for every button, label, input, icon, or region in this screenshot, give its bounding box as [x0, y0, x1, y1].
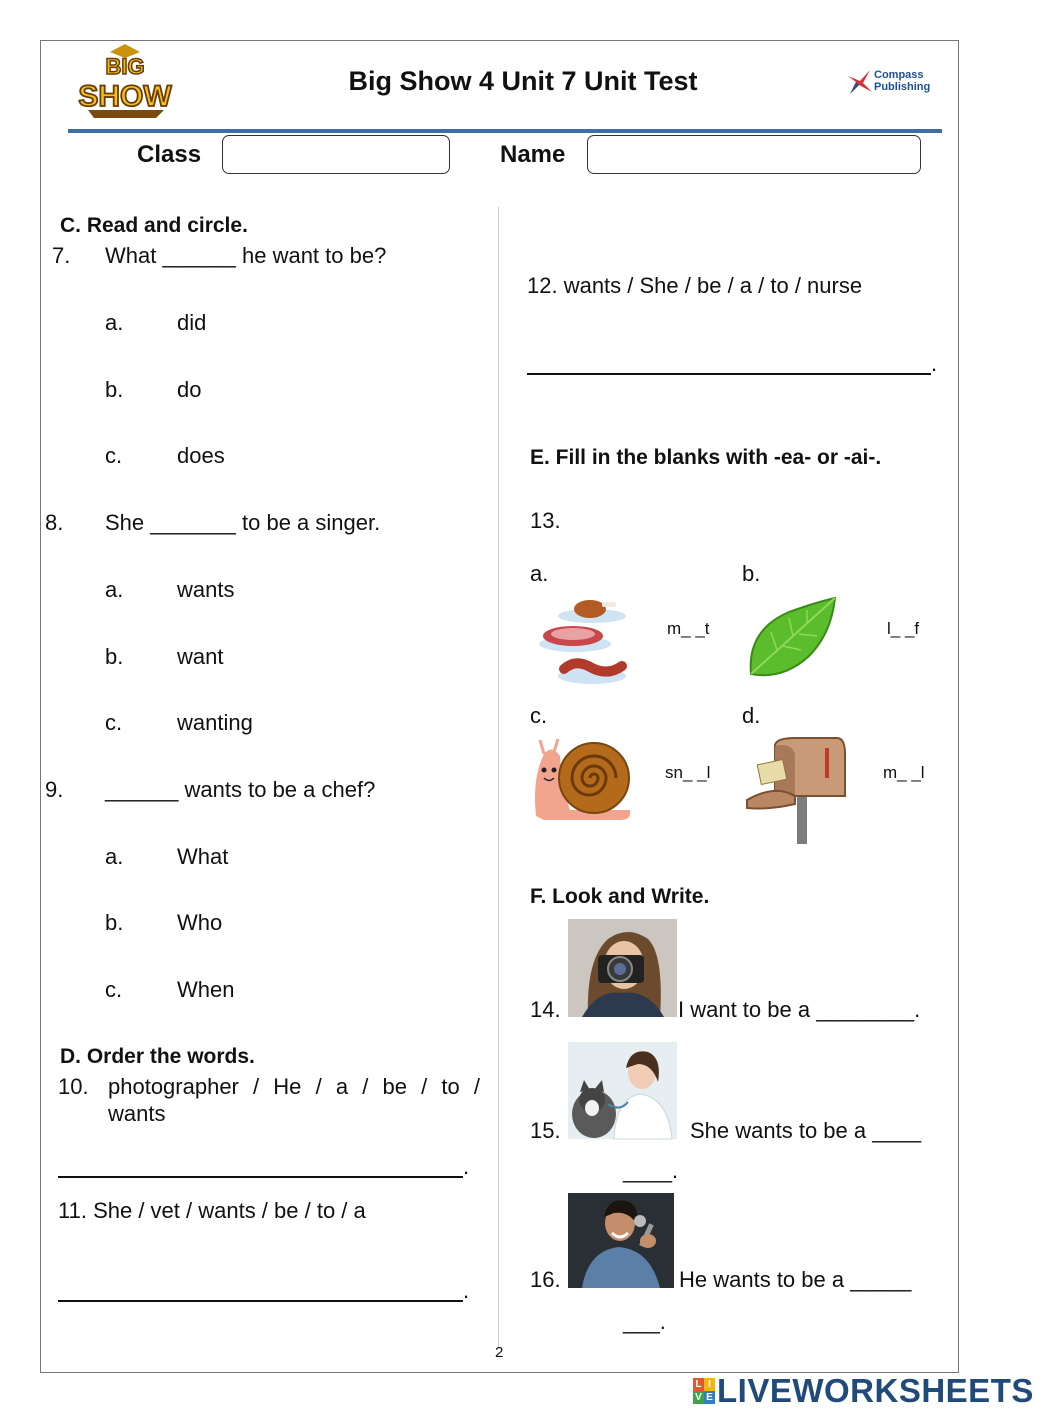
column-divider [498, 207, 499, 1347]
logo-text-big: BIG [105, 54, 145, 79]
badge-letter: V [693, 1391, 704, 1404]
mailbox-picture [745, 738, 849, 844]
e-item-b-letter: b. [742, 561, 761, 586]
question-10-words [108, 1074, 480, 1100]
q9-option-b-letter: b. [105, 910, 124, 935]
q10-slash: / [473, 1074, 480, 1099]
meat-picture [530, 596, 632, 688]
q10-slash: / [421, 1074, 428, 1099]
publisher-name-1: Compass [874, 69, 924, 81]
q10-slash: / [362, 1074, 369, 1099]
class-label: Class [137, 141, 202, 168]
publisher-name-2: Publishing [874, 81, 931, 93]
q10-slash: / [253, 1074, 260, 1099]
q8-option-b[interactable]: want [177, 644, 224, 669]
section-d-heading: D. Order the words. [60, 1045, 255, 1068]
class-field[interactable] [222, 135, 450, 174]
compass-publishing-logo [846, 68, 946, 98]
question-11-text: 11. She / vet / wants / be / to / a [58, 1198, 366, 1223]
badge-letter: I [704, 1378, 715, 1391]
q12-answer-line[interactable] [527, 373, 931, 375]
q11-answer-line[interactable] [58, 1300, 463, 1302]
page-number: 2 [495, 1344, 504, 1361]
question-8-number: 8. [45, 510, 64, 535]
q9-option-a[interactable]: What [177, 844, 229, 869]
q7-option-c-letter: c. [105, 443, 123, 468]
question-16-number: 16. [530, 1267, 561, 1292]
q10-answer-line[interactable] [58, 1176, 463, 1178]
question-16-continued[interactable]: ___. [623, 1309, 666, 1334]
q8-option-c[interactable]: wanting [177, 710, 253, 735]
page-frame [40, 40, 959, 1373]
q10-period: . [463, 1154, 470, 1179]
question-12-text: 12. wants / She / be / a / to / nurse [527, 273, 863, 298]
vet-photo [568, 1042, 677, 1139]
name-field[interactable] [587, 135, 921, 174]
page-title: Big Show 4 Unit 7 Unit Test [348, 66, 698, 96]
section-e-heading: E. Fill in the blanks with -ea- or -ai-. [530, 446, 882, 469]
q9-option-a-letter: a. [105, 844, 124, 869]
question-8-text: She _______ to be a singer. [105, 510, 381, 535]
q10-slash: / [315, 1074, 322, 1099]
q9-option-c[interactable]: When [177, 977, 235, 1002]
leaf-picture [747, 594, 839, 678]
e-word-d[interactable]: m_ _l [883, 763, 925, 782]
question-15-number: 15. [530, 1118, 561, 1143]
e-item-d-letter: d. [742, 703, 761, 728]
name-label: Name [500, 141, 566, 168]
q8-option-b-letter: b. [105, 644, 124, 669]
question-10-number: 10. [58, 1074, 89, 1099]
question-14-number: 14. [530, 997, 561, 1022]
e-word-c[interactable]: sn_ _l [665, 763, 711, 782]
question-14-text[interactable]: I want to be a ________. [678, 997, 921, 1022]
e-word-a[interactable]: m_ _t [667, 619, 710, 638]
question-9-text: ______ wants to be a chef? [105, 777, 376, 802]
q7-option-a-letter: a. [105, 310, 124, 335]
q10-word: photographer [108, 1074, 239, 1099]
logo-text-show: SHOW [78, 80, 172, 113]
q7-option-a[interactable]: did [177, 310, 207, 335]
section-f-heading: F. Look and Write. [530, 885, 710, 908]
q12-period: . [931, 351, 938, 376]
badge-letter: L [693, 1378, 704, 1391]
q10-word: He [273, 1074, 302, 1099]
header-rule [68, 129, 942, 133]
e-word-b[interactable]: l_ _f [887, 619, 920, 638]
question-7-text: What ______ he want to be? [105, 243, 387, 268]
badge-letter: E [704, 1391, 715, 1404]
compass-star-icon [846, 68, 874, 96]
section-c-heading [60, 214, 248, 238]
question-15-text[interactable]: She wants to be a ____ [690, 1118, 922, 1143]
question-15-continued[interactable]: ____. [623, 1158, 679, 1183]
q8-option-c-letter: c. [105, 710, 123, 735]
question-9-number: 9. [45, 777, 64, 802]
e-item-a-letter: a. [530, 561, 549, 586]
q11-period: . [463, 1278, 470, 1303]
question-16-text[interactable]: He wants to be a _____ [679, 1267, 912, 1292]
e-item-c-letter: c. [530, 703, 548, 728]
section-c-letter: C [60, 214, 76, 237]
photographer-photo [568, 919, 677, 1017]
section-c-title: . Read and circle. [75, 214, 248, 237]
q10-word: a [335, 1074, 349, 1099]
question-7-number: 7. [52, 243, 71, 268]
q10-word: be [382, 1074, 407, 1099]
q9-option-c-letter: c. [105, 977, 123, 1002]
singer-photo [568, 1193, 674, 1288]
q7-option-c[interactable]: does [177, 443, 225, 468]
q10-word: to [441, 1074, 460, 1099]
q7-option-b-letter: b. [105, 377, 124, 402]
liveworksheets-badge-icon [693, 1378, 715, 1404]
q8-option-a[interactable]: wants [177, 577, 235, 602]
question-13-number: 13. [530, 508, 561, 533]
q7-option-b[interactable]: do [177, 377, 202, 402]
question-10-line2: wants [108, 1101, 166, 1126]
snail-picture [530, 738, 634, 822]
liveworksheets-brand[interactable]: LIVEWORKSHEETS [717, 1372, 1034, 1409]
q9-option-b[interactable]: Who [177, 910, 223, 935]
q8-option-a-letter: a. [105, 577, 124, 602]
